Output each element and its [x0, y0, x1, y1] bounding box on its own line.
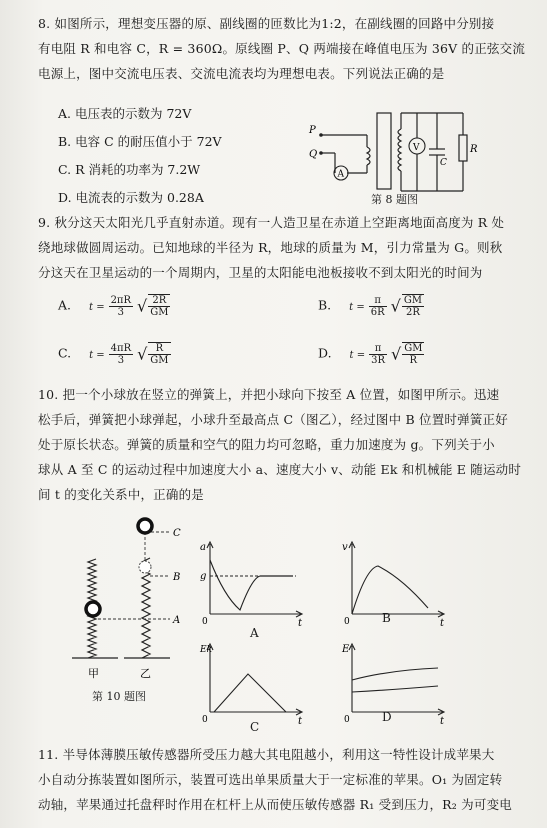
label-pos-a: A	[173, 615, 181, 626]
graph-b-xlabel: t	[440, 618, 445, 626]
graph-b-ylabel: v	[342, 542, 348, 553]
q11-line-1: 11. 半导体薄膜压敏传感器所受压力越大其电阻越小，利用这一特性设计成苹果大	[38, 747, 495, 762]
ball-position-c	[138, 519, 152, 533]
q9-line-2: 绕地球做圆周运动。已知地球的半径为 R，地球的质量为 M，引力常量为 G。则秋	[38, 240, 503, 255]
graph-d-origin: 0	[344, 715, 350, 724]
label-capacitor: C	[440, 158, 447, 168]
graph-d-ylabel: E	[342, 644, 350, 655]
q8-option-b: B. 电容 C 的耐压值小于 72V	[58, 134, 222, 149]
graph-d-xlabel: t	[440, 716, 445, 724]
graph-b-label: B	[382, 611, 391, 625]
q10-line-3: 处于原长状态。弹簧的质量和空气的阻力均可忽略，重力加速度为 g。下列关于小	[38, 437, 495, 452]
graph-a-xlabel: t	[298, 618, 303, 626]
q9-line-3: 分这天在卫星运动的一个周期内，卫星的太阳能电池板接收不到太阳光的时间为	[38, 265, 483, 280]
graph-a-ylabel: a	[200, 542, 206, 553]
graph-c-ylabel: Ek	[200, 645, 213, 655]
q10-line-5: 间 t 的变化关系中，正确的是	[38, 487, 204, 502]
label-p: P	[309, 125, 316, 136]
label-jia: 甲	[88, 667, 99, 680]
q8-line-1: 8. 如图所示，理想变压器的原、副线圈的匝数比为1:2，在副线圈的回路中分别接	[38, 16, 495, 31]
label-resistor: R	[470, 144, 478, 155]
q10-line-2: 松手后，弹簧把小球弹起，小球升至最高点 C（图乙），经过图中 B 位置时弹簧正好	[38, 412, 508, 427]
ball-jia	[86, 602, 100, 616]
graph-c-label: C	[250, 720, 260, 734]
label-voltmeter: V	[413, 143, 420, 153]
q10-line-1: 10. 把一个小球放在竖立的弹簧上，并把小球向下按至 A 位置，如图甲所示。迅速	[38, 387, 500, 402]
q10-spring-figure	[66, 515, 196, 690]
q9-option-b: B. t = $\frac{\pi}{6R}$ √ $\frac{GM}{2R}$	[318, 294, 423, 318]
graph-a-origin: 0	[202, 617, 208, 626]
graph-b	[340, 538, 450, 626]
q8-option-a: A. 电压表的示数为 72V	[58, 106, 192, 121]
q11-line-2: 小自动分拣装置如图所示，装置可选出单果质量大于一定标准的苹果。O₁ 为固定转	[38, 772, 503, 787]
q8-line-2: 有电阻 R 和电容 C，R = 360Ω。原线圈 P、Q 两端接在峰值电压为 36V 的正弦交流	[38, 41, 526, 56]
graph-d	[340, 640, 450, 724]
graph-a	[198, 538, 308, 626]
graph-b-origin: 0	[344, 617, 350, 626]
q8-figure-caption: 第 8 题图	[371, 193, 418, 206]
label-q: Q	[309, 149, 318, 160]
q8-option-d: D. 电流表的示数为 0.28A	[58, 190, 204, 205]
graph-c-origin: 0	[202, 715, 208, 724]
q9-line-1: 9. 秋分这天太阳光几乎直射赤道。现有一人造卫星在赤道上空距离地面高度为 R 处	[38, 215, 505, 230]
q9-option-c: C. t = $\frac{4\pi R}{3}$ √ $\frac{R}{GM}$	[58, 342, 169, 366]
graph-c	[198, 640, 308, 724]
label-pos-c: C	[173, 528, 181, 539]
q11-line-3: 动轴，苹果通过托盘秤时作用在杠杆上从而使压敏传感器 R₁ 受到压力，R₂ 为可变电	[38, 797, 512, 812]
q10-line-4: 球从 A 至 C 的运动过程中加速度大小 a、速度大小 v、动能 Ek 和机械能 E 随运动时	[38, 462, 522, 477]
graph-a-g: g	[200, 571, 207, 582]
graph-d-label: D	[382, 710, 392, 724]
q10-figure-caption: 第 10 题图	[92, 690, 146, 703]
q8-line-3: 电源上，图中交流电压表、交流电流表均为理想电表。下列说法正确的是	[38, 66, 445, 81]
q8-option-c: C. R 消耗的功率为 7.2W	[58, 162, 201, 177]
graph-a-label: A	[250, 626, 259, 640]
graph-c-xlabel: t	[298, 716, 303, 724]
label-yi: 乙	[140, 667, 151, 680]
label-pos-b: B	[173, 572, 181, 583]
q9-option-d: D. t = $\frac{\pi}{3R}$ √ $\frac{GM}{R}$	[318, 342, 423, 366]
ball-position-b	[139, 561, 151, 573]
q9-option-a: A. t = $\frac{2\pi R}{3}$ √ $\frac{2R}{GM}$	[58, 294, 169, 318]
label-ammeter: A	[337, 169, 344, 180]
